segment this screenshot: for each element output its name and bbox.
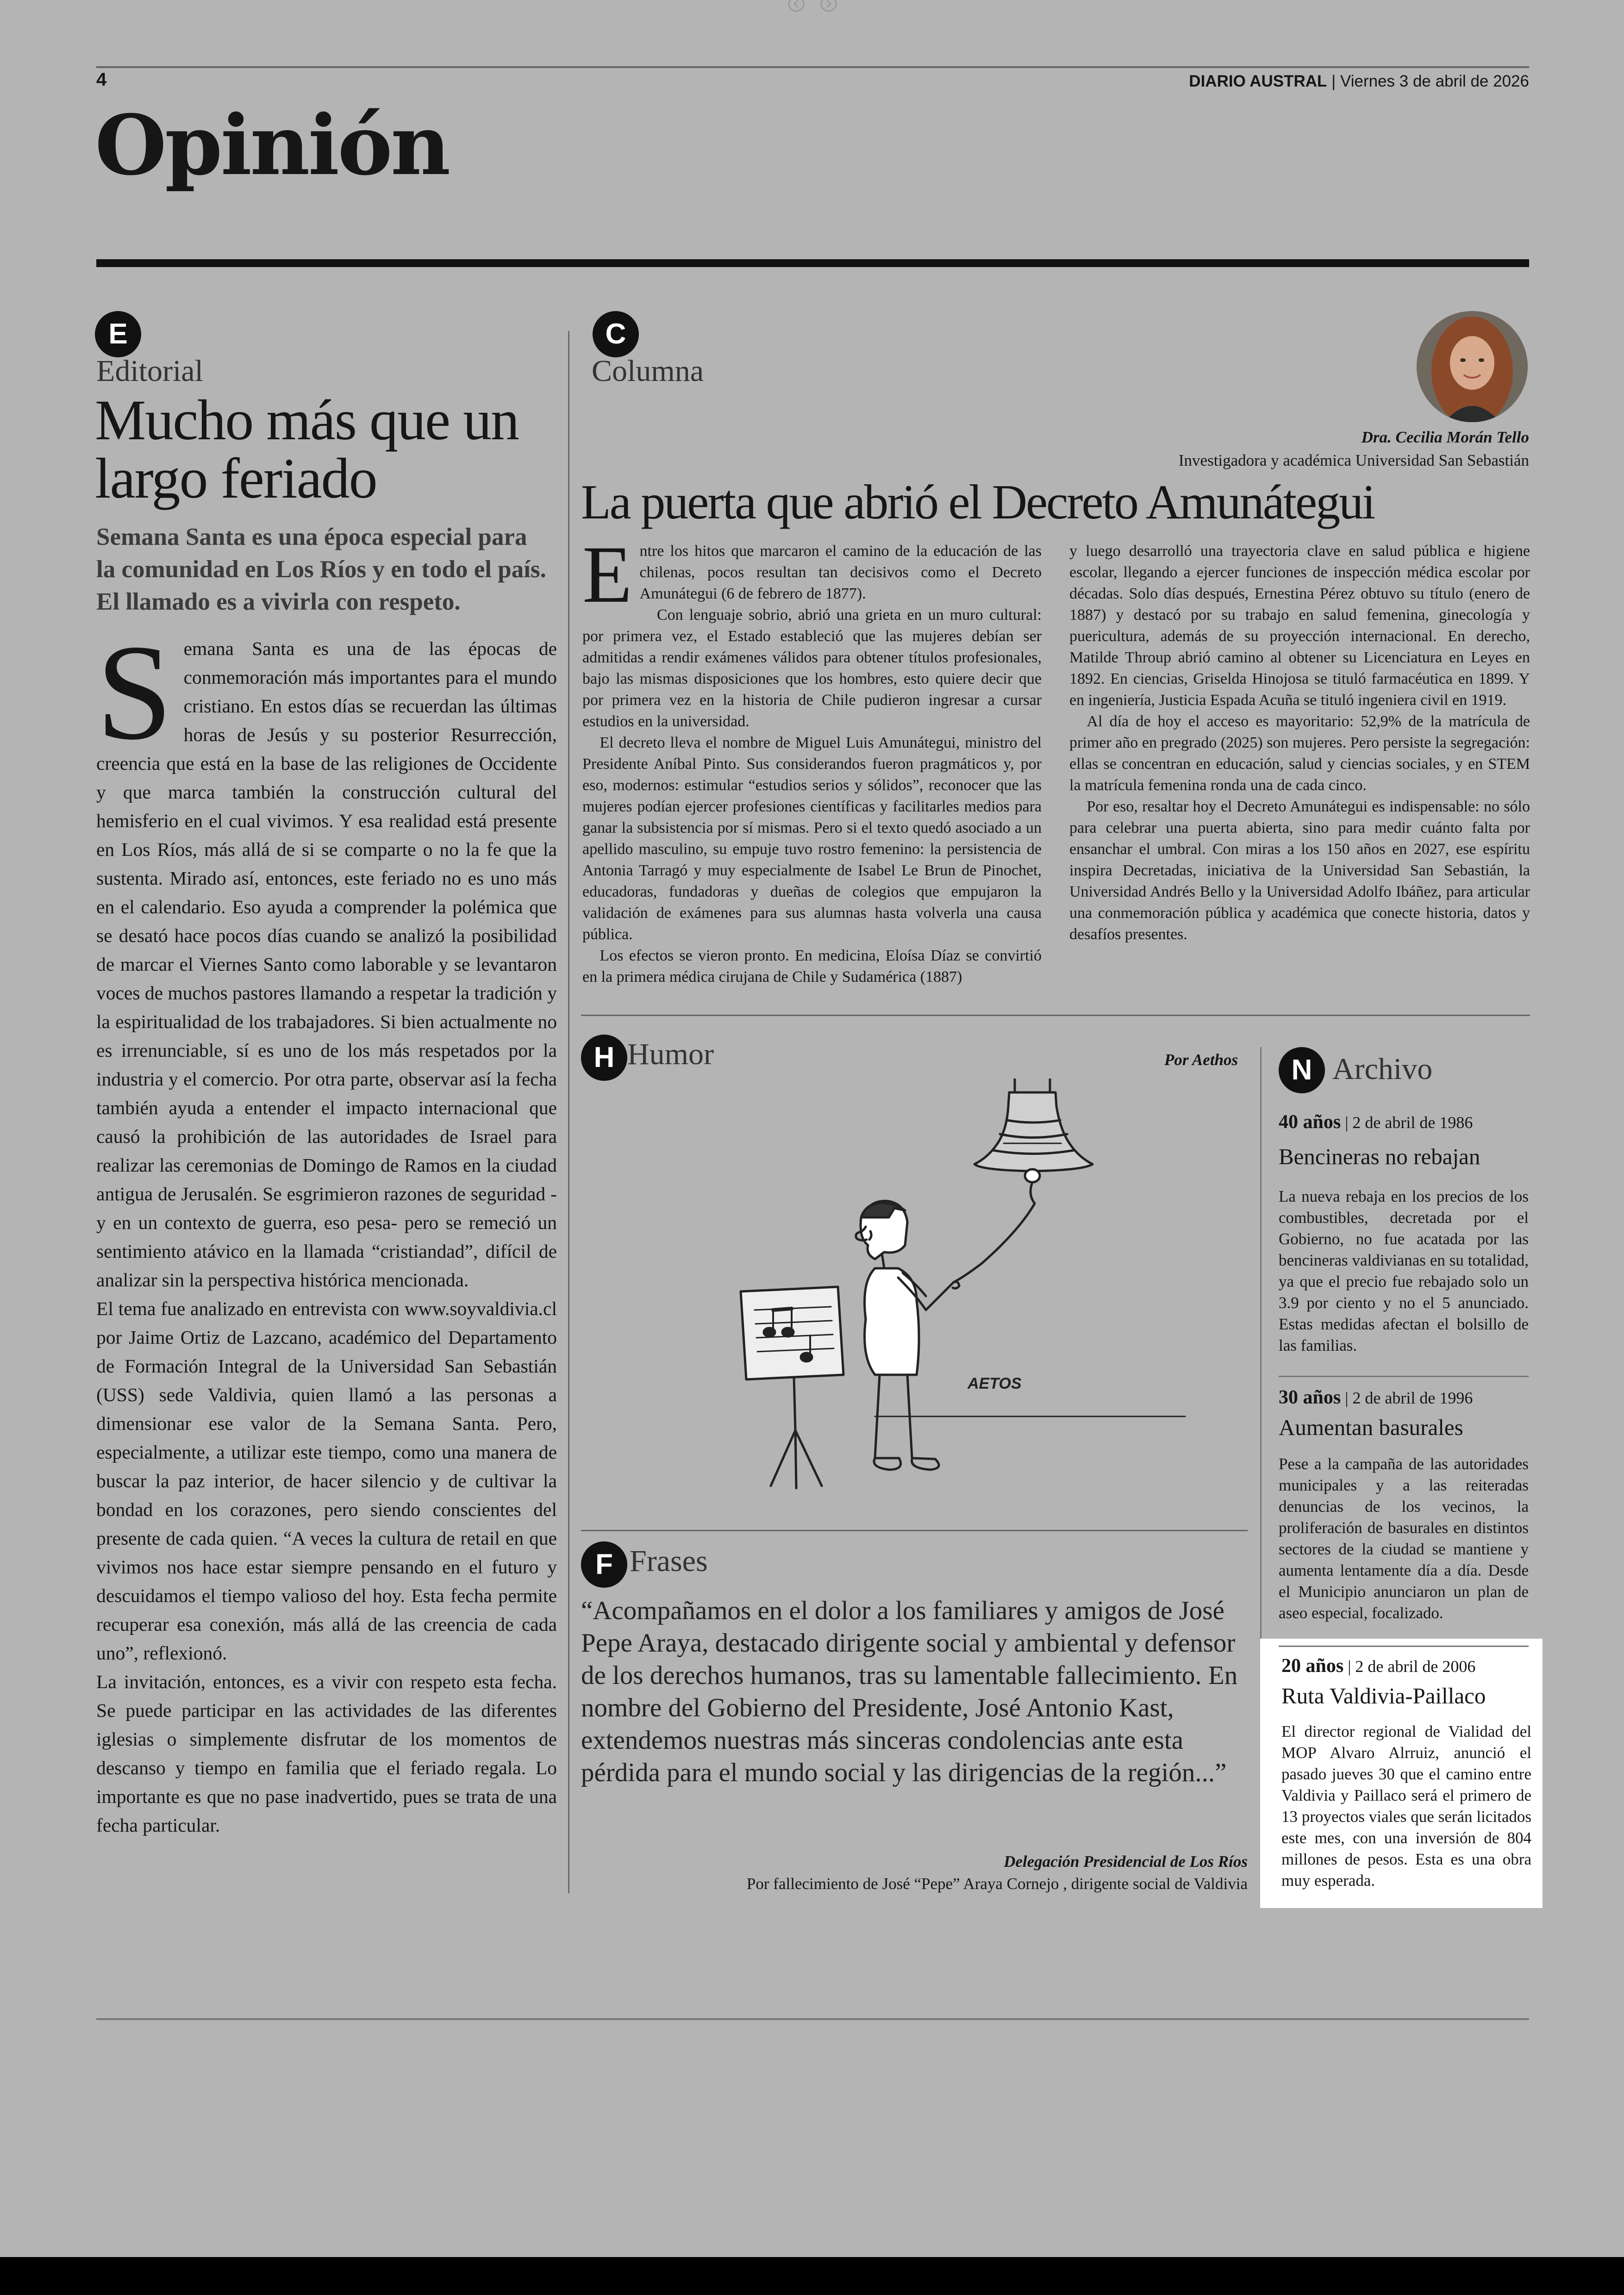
archivo-kicker: Archivo: [1332, 1052, 1433, 1086]
archivo-sep: |: [1345, 1389, 1353, 1407]
masthead-separator: |: [1331, 72, 1340, 90]
humor-credit: Por Aethos: [1164, 1051, 1238, 1069]
archivo-item-meta: [1279, 1386, 1473, 1409]
archivo-item-meta: [1281, 1655, 1475, 1677]
archivo-sep: |: [1348, 1657, 1355, 1676]
archivo-years: 20 años: [1281, 1655, 1344, 1677]
chevron-pair-icon: [782, 0, 843, 16]
editorial-dropcap: S: [96, 617, 173, 768]
archivo-item-body: La nueva rebaja en los precios de los combustibles, decretada por el Gobierno, no fue acatada por las bencineras valdivianas en su totalidad, ya que el precio fue rebajado solo un 3.9 por ciento y no el 5 anunciado. Estas medidas afectan el bolsillo de las familias.: [1279, 1187, 1529, 1354]
humor-bottom-rule: [581, 1530, 1248, 1531]
column-title: La puerta que abrió el Decreto Amunátegui: [581, 475, 1374, 529]
archivo-date: 2 de abril de 1986: [1352, 1113, 1473, 1132]
section-title: Opinión: [95, 97, 449, 193]
masthead-line: [1189, 72, 1529, 91]
cartoon-signature: AETOS: [968, 1375, 1022, 1392]
column-paragraph: Con lenguaje sobrio, abrió una grieta en un muro cultural: por primera vez, el Estado estableció que las mujeres debían ser admitidas a rendir exámenes válidos para obtener títulos profesionales, bajo las mismas disposiciones que los hombres, esto quiere decir que por primera vez en la historia de Chile pudieron ingresar a cursar estudios en la universidad.: [582, 606, 1042, 730]
author-role: Investigadora y académica Universidad San Sebastián: [1178, 451, 1529, 469]
frases-quote: “Acompañamos en el dolor a los familiares y amigos de José Pepe Araya, destacado dirigente social y ambiental y defensor de los derechos humanos, tras su lamentable fallecimiento. En nombre del Gobierno del Presidente, José Antonio Kast, extendemos nuestras más sinceras condolencias ante esta pérdida para el mundo social y las dirigencias de la región...”: [581, 1596, 1238, 1787]
archivo-item-rule: [1279, 1646, 1529, 1647]
column-badge: C: [593, 311, 639, 357]
author-photo: [1417, 311, 1528, 422]
header-top-rule: [96, 66, 1529, 68]
column-paragraph: y luego desarrolló una trayectoria clave en salud pública e higiene escolar, llegando a ejercer funciones de inspección médica escolar por décadas. Solo días después, Ernestina Pérez obtuvo su título (enero de 1887) y destacó por su trabajo en salud femenina, ginecología y puericultura, además de su proyección internacional. En derecho, Matilde Throup abrió camino al obtener su Licenciatura en Leyes en 1892. En ciencias, Griselda Hinojosa se tituló farmacéutica en 1899. Y en ingeniería, Justicia Espada Acuña se tituló ingeniera civil en 1919.: [1069, 543, 1530, 709]
archivo-item-body: Pese a la campaña de las autoridades municipales y a las reiteradas denuncias de los vecinos, la proliferación de basurales en distintos sectores de la ciudad se mantiene y aumenta lentamente día a día. Desde el Municipio anunciaron un plan de aseo especial, focalizado.: [1279, 1455, 1529, 1622]
column-text-right: [1069, 541, 1530, 945]
frases-source: Delegación Presidencial de Los Ríos: [1004, 1852, 1248, 1871]
section-heavy-rule: [96, 259, 1529, 267]
column-paragraph: Al día de hoy el acceso es mayoritario: 52,9% de la matrícula de primer año en pregrado (2025) son mujeres. Pero persiste la segregación: ellas se concentran en educación, salud y ciencias sociales, y en STEM la matrícula femenina ronda una de cada cinco.: [1069, 713, 1530, 794]
archivo-item-title: Aumentan basurales: [1279, 1415, 1463, 1440]
editorial-badge: E: [95, 311, 141, 357]
bell-cartoon-icon: [722, 1079, 1204, 1504]
editorial-paragraph: La invitación, entonces, es a vivir con respeto esta fecha. Se puede participar en las actividades de las diferentes iglesias o simplemente disfrutar de los momentos de descanso y tiempo en familia que el feriado regala. Lo importante es que no pase inadvertido, pues se trata de una fecha particular.: [96, 1671, 557, 1836]
page-number: 4: [96, 69, 107, 90]
archivo-item-meta: [1279, 1111, 1473, 1133]
column-paragraph: El decreto lleva el nombre de Miguel Luis Amunátegui, ministro del Presidente Aníbal Pinto. Sus considerandos fueron pragmáticos y, por eso, modernos: estimular “estudios serios y sólidos”, reconocer que las mujeres podían ejercer profesiones científicas y facilitarles medios para ganar la subsistencia por sí mismas. Pero si el texto quedó asociado a un apellido masculino, su empuje tuvo rostro femenino: la persistencia de Antonia Tarragó y muy especialmente de Isabel Le Brun de Pinochet, educadoras, fundadoras y dueñas de colegios que empujaron la validación de exámenes para sus alumnas hasta volverla una causa pública.: [582, 734, 1042, 943]
archivo-item-rule: [1279, 1376, 1529, 1377]
frases-badge: F: [581, 1541, 627, 1588]
archivo-item-title: Bencineras no rebajan: [1279, 1144, 1480, 1169]
column-paragraph: ntre los hitos que marcaron el camino de la educación de las chilenas, pocos resultan tan decisivos como el Decreto Amunátegui (6 de febrero de 1877).: [639, 543, 1042, 602]
archivo-years: 30 años: [1279, 1387, 1341, 1408]
editorial-lead: Semana Santa es una época especial para la comunidad en Los Ríos y en todo el país. El llamado es a vivirla con respeto.: [96, 524, 546, 615]
editorial-paragraph: El tema fue analizado en entrevista con www.soyvaldivia.cl por Jaime Ortiz de Lazcano, académico del Departamento de Formación Integral de la Universidad San Sebastián (USS) sede Valdivia, quien llamó a las personas a dimensionar ese valor de la Semana Santa. Pero, especialmente, a utilizar este tiempo, como una manera de buscar la paz interior, de hacer silencio y de cultivar la bondad en los corazones, pero siendo conscientes del presente de cada quien. “A veces la cultura de retail en que vivimos nos hace estar siempre pensando en el futuro y descuidamos el tiempo valioso del hoy. Esta fecha permite recuperar esa conexión, más allá de las creencia de cada uno”, reflexionó.: [96, 1298, 557, 1664]
editorial-kicker: Editorial: [96, 354, 203, 388]
page-bottom-rule: [96, 2018, 1529, 2020]
archivo-date: 2 de abril de 1996: [1352, 1389, 1473, 1407]
editorial-paragraph: emana Santa es una de las épocas de conmemoración más importantes para el mundo cristiano. En estos días se recuerdan las últimas horas de Jesús y su posterior Resurrección, creencia que está en la base de las religiones de Occidente y que marca también la construcción cultural del hemisferio en el cual vivimos. Y esa realidad está presente en Los Ríos, más allá de si se comparte o no la fe que la sustenta. Mirado así, entonces, este feriado no es uno más en el calendario. Eso ayuda a comprender la polémica que se desató hace pocos días cuando se analizó la posibilidad de marcar el Viernes Santo como laborable y se levantaron voces de muchos pastores llamando a respetar la tradición y la espiritualidad de los trabajadores. Si bien actualmente no es irrenunciable, sí es uno de los más respetados por la industria y el comercio. Por otra parte, observar así la fecha también ayuda a entender el impacto internacional que causó la prohibición de las autoridades de Israel para realizar las ceremonias de Domingo de Ramos en la ciudad antigua de Jerusalén. Se esgrimieron razones de seguridad -y en un contexto de guerra, eso pesa- pero se remeció un sentimiento atávico en la llamada “cristiandad”, difícil de analizar sin la perspectiva histórica mencionada.: [96, 638, 557, 1291]
archivo-date: 2 de abril de 2006: [1355, 1657, 1476, 1676]
column-kicker: Columna: [592, 354, 704, 388]
top-nav-arrows: [782, 0, 843, 16]
editorial-title: Mucho más que un largo feriado: [95, 388, 519, 510]
column-text-left: [582, 530, 1042, 988]
humor-kicker: Humor: [627, 1037, 714, 1071]
archivo-years: 40 años: [1279, 1111, 1341, 1133]
humor-badge: H: [581, 1035, 627, 1081]
column-paragraph: Los efectos se vieron pronto. En medicina, Eloísa Díaz se convirtió en la primera médica cirujana de Chile y Sudamérica (1887): [582, 947, 1042, 985]
column-dropcap: E: [582, 530, 632, 620]
frases-context: Por fallecimiento de José “Pepe” Araya Cornejo , dirigente social de Valdivia: [746, 1875, 1248, 1893]
newspaper-name: DIARIO AUSTRAL: [1189, 72, 1327, 90]
archivo-sep: |: [1345, 1113, 1353, 1132]
column-paragraph: Por eso, resaltar hoy el Decreto Amunátegui es indispensable: no sólo para celebrar una puerta abierta, sino para medir cuánto falta por ensanchar el umbral. Con miras a los 150 años en 2027, ese espíritu inspira Decretadas, iniciativa de la Universidad San Sebastián, la Universidad Andrés Bello y la Universidad Adolfo Ibáñez, para articular una conmemoración pública y académica que conecte historia, datos y desafíos presentes.: [1069, 798, 1530, 943]
column-bottom-rule: [581, 1015, 1530, 1016]
author-portrait-icon: [1417, 311, 1528, 422]
archivo-item-body: El director regional de Vialidad del MOP Alvaro Alrruiz, anunció el pasado jueves 30 que el camino entre Valdivia y Paillaco será el primero de 13 proyectos viales que serán licitados este mes, con una inversión de 804 millones de pesos. Esta es una obra muy esperada.: [1281, 1722, 1531, 1890]
archivo-badge: N: [1279, 1047, 1325, 1093]
editorial-column-divider: [568, 331, 569, 1893]
author-name: Dra. Cecilia Morán Tello: [1361, 428, 1529, 446]
cartoon-illustration: [722, 1079, 1204, 1504]
archivo-item-title: Ruta Valdivia-Paillaco: [1281, 1683, 1486, 1709]
frases-kicker: Frases: [630, 1544, 708, 1578]
editorial-body: [96, 617, 557, 1840]
page-footer-band: [0, 2257, 1624, 2295]
issue-date: Viernes 3 de abril de 2026: [1340, 72, 1529, 90]
